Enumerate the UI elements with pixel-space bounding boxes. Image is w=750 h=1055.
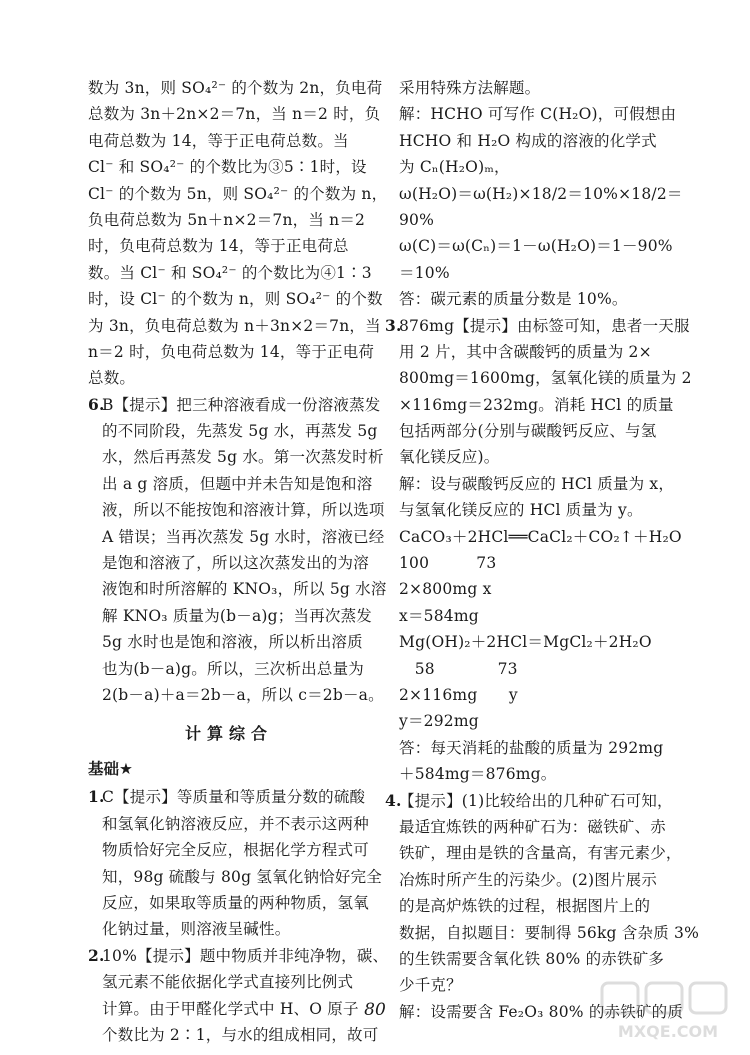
text-line: 是饱和溶液了，所以这次蒸发出的为溶 [102,554,369,573]
watermark-logo-icon [598,979,738,1047]
text-line: ×116mg＝232mg。消耗 HCl 的质量 [399,395,674,414]
text-line: 解：设需要含 Fe₂O₃ 80% 的赤铁矿的质 [399,1002,684,1021]
text-line: 解：HCHO 可写作 C(H₂O)，可假想由 [399,105,677,124]
text-line: 与氢氧化镁反应的 HCl 质量为 y。 [399,501,643,520]
text-line: 解 KNO₃ 质量为(b－a)g；当再次蒸发 [102,606,372,625]
text-line: 答：碳元素的质量分数是 10%。 [399,290,628,309]
text-line: 液饱和时所溶解的 KNO₃，所以 5g 水溶 [102,580,387,599]
item-3-number: 3. [385,315,402,335]
item-6-line: B【提示】把三种溶液看成一份溶液蒸发 [102,395,381,414]
text-line: 时，设 Cl⁻ 的个数为 n，则 SO₄²⁻ 的个数 [88,290,383,309]
text-line: 出 a g 溶质，但题中并未告知是饱和溶 [102,474,373,493]
item-6 [88,392,387,709]
text-line: 液，所以不能按饱和溶液计算，所以选项 [102,501,385,520]
item-6-number: 6. [88,394,105,414]
text-line: 也为(b－a)g。所以，三次析出总量为 [102,659,364,678]
text-line: ω(C)＝ω(Cₙ)＝1－ω(H₂O)＝1－90% [399,237,673,256]
text-line: 2×116mg y [399,685,518,704]
text-line: 少千克？ [399,976,462,995]
left-column [88,75,389,1048]
item-4-line: 【提示】(1)比较给出的几种矿石可知， [399,791,673,810]
item-1-number: 1. [88,787,105,807]
text-line: 最适宜炼铁的两种矿石为：磁铁矿、赤 [399,817,666,836]
text-line: 2×800mg x [399,580,492,599]
text-line: 5g 水时也是饱和溶液，所以析出溶质 [102,633,363,652]
text-line: Mg(OH)₂＋2HCl＝MgCl₂＋2H₂O [399,633,652,652]
item-4-number: 4. [385,790,402,810]
text-line: ω(H₂O)＝ω(H₂)×18/2＝10%×18/2＝ [399,184,683,203]
text-line: HCHO 和 H₂O 构成的溶液的化学式 [399,131,657,150]
text-line: 反应，如果取等质量的两种物质，氢氧 [102,893,369,912]
item2-continuation [385,75,683,313]
text-line: 58 73 [399,659,518,678]
text-line: 包括两部分(分别与碳酸钙反应、与氢 [399,422,657,441]
text-line: 个数比为 2∶1，与水的组成相同，故可 [102,1025,379,1044]
text-line: 物质恰好完全反应，根据化学方程式可 [102,841,369,860]
text-line: 数据，自拟题目：要制得 56kg 含杂质 3% [399,923,700,942]
text-line: 用 2 片，其中含碳酸钙的质量为 2× [399,342,652,361]
text-line: 冶炼时所产生的污染少。(2)图片展示 [399,870,658,889]
level-label: 基础★ [88,760,133,779]
text-line: 氧化镁反应)。 [399,448,500,467]
text-line: 800mg＝1600mg，氢氧化镁的质量为 2 [399,369,692,388]
text-line: ＋584mg＝876mg。 [399,765,557,784]
text-line: 为 Cₙ(H₂O)ₘ， [399,158,510,177]
text-line: 总数。 [88,369,136,388]
text-line: A 错误；当再次蒸发 5g 水时，溶液已经 [102,527,385,546]
text-line: 数。当 Cl⁻ 和 SO₄²⁻ 的个数比为④1∶3 [88,263,372,282]
item-1-line: C【提示】等质量和等质量分数的硫酸 [102,788,366,807]
text-line: 氢元素不能依据化学式直接列比例式 [102,973,354,992]
watermark-text: MXQE.COM [617,1022,719,1041]
text-line: 的不同阶段，先蒸发 5g 水，再蒸发 5g [102,422,378,441]
text-line: x＝584mg [399,606,479,625]
text-line: 时，负电荷总数为 14，等于正电荷总 [88,237,349,256]
text-line: 解：设与碳酸钙反应的 HCl 质量为 x， [399,474,675,493]
text-line: CaCO₃＋2HCl══CaCl₂＋CO₂↑＋H₂O [399,527,682,546]
text-line: 和氢氧化钠溶液反应，并不表示这两种 [102,814,369,833]
text-line: 为 3n，负电荷总数为 n＋3n×2＝7n，当 [88,316,381,335]
text-line: 知，98g 硫酸与 80g 氢氧化钠恰好完全 [102,867,382,886]
text-line: 2(b－a)＋a＝2b－a，所以 c＝2b－a。 [102,685,384,704]
text-line: 化钠过量，则溶液呈碱性。 [102,920,291,939]
text-line: 电荷总数为 14，等于正电荷总数。当 [88,131,349,150]
text-line: 总数为 3n＋2n×2＝7n，当 n＝2 时，负 [88,105,381,124]
text-line: Cl⁻ 的个数为 5n，则 SO₄²⁻ 的个数为 n， [88,184,388,203]
text-line: Cl⁻ 和 SO₄²⁻ 的个数比为③5∶1时，设 [88,158,367,177]
text-line: 答：每天消耗的盐酸的质量为 292mg [399,738,664,757]
text-line: ＝10% [399,263,450,282]
text-line: 计算。由于甲醛化学式中 H、O 原子 [102,999,359,1018]
right-column [385,75,700,1025]
text-line: y＝292mg [399,712,479,731]
text-line: 的是高炉炼铁的过程，根据图片上的 [399,897,651,916]
text-line: 负电荷总数为 5n＋n×2＝7n，当 n＝2 [88,210,366,229]
item-2-line: 10%【提示】题中物质并非纯净物，碳、 [102,946,389,965]
text-line: 90% [399,210,435,229]
text-line: 铁矿，理由是铁的含量高，有害元素少， [399,844,682,863]
page-number: 80 [364,1000,386,1020]
text-line: 的生铁需要含氧化铁 80% 的赤铁矿多 [399,949,665,968]
item-3 [385,313,692,788]
text-line: n＝2 时，负电荷总数为 14，等于正电荷 [88,342,375,361]
text-line: 100 73 [399,554,497,573]
text-line: 水，然后再蒸发 5g 水。第一次蒸发时析 [102,448,384,467]
text-line: 数为 3n，则 SO₄²⁻ 的个数为 2n，负电荷 [88,79,383,97]
item-3-line: 876mg【提示】由标签可知，患者一天服 [399,316,690,335]
item5-continuation [88,75,388,392]
section-title: 计算综合 [184,724,273,744]
text-line: 采用特殊方法解题。 [399,79,541,97]
item-2-number: 2. [88,945,105,965]
item-1 [88,784,382,942]
